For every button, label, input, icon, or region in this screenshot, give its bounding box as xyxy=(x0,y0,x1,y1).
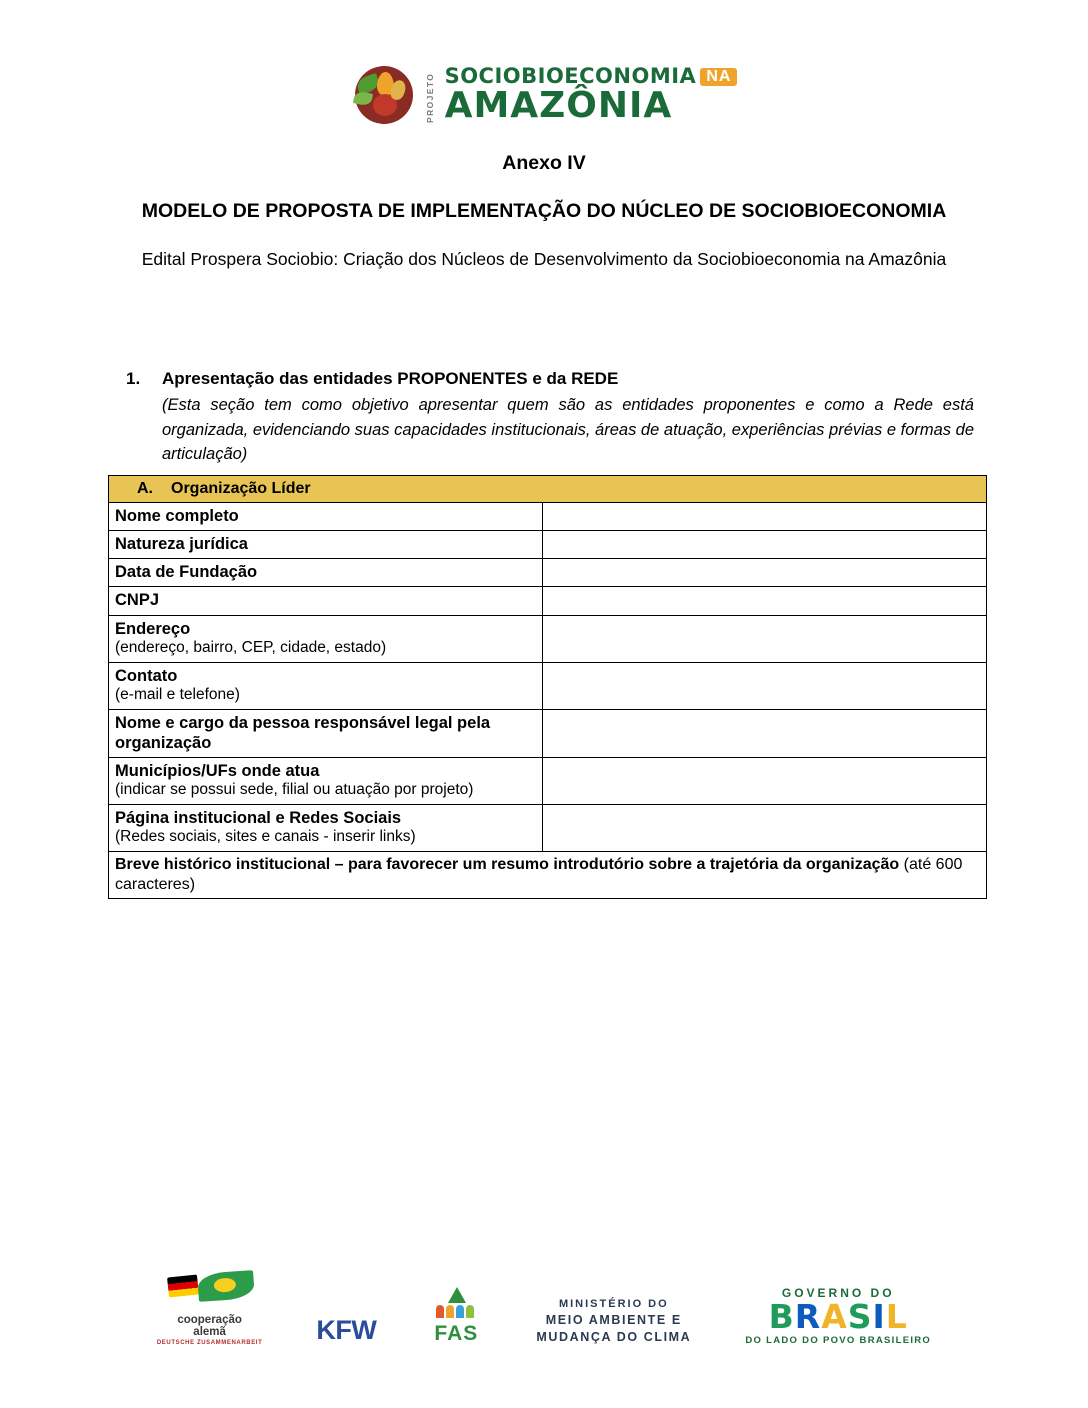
cooperacao-line1: cooperação xyxy=(177,1314,242,1326)
section-proponentes xyxy=(100,369,988,466)
label-text: Contato xyxy=(115,666,178,685)
table-row xyxy=(109,757,987,804)
table-row-historico xyxy=(109,851,987,898)
table-header-letter: A. xyxy=(137,479,153,497)
label-text: Municípios/UFs onde atua xyxy=(115,761,320,780)
logo-projeto-label: PROJETO xyxy=(424,72,435,123)
brasil-wordmark: BRASIL xyxy=(768,1297,908,1336)
field-value-cnpj[interactable] xyxy=(543,587,987,615)
label-hint: (Redes sociais, sites e canais - inserir links) xyxy=(115,828,416,846)
label-text: CNPJ xyxy=(115,591,160,610)
field-value-nome-completo[interactable] xyxy=(543,503,987,531)
label-text: Endereço xyxy=(115,619,191,638)
field-value-data-fundacao[interactable] xyxy=(543,559,987,587)
table-row xyxy=(109,559,987,587)
field-label-historico-institucional[interactable] xyxy=(109,851,987,898)
project-logo xyxy=(100,64,988,126)
organizacao-lider-table xyxy=(108,475,987,899)
fas-tree-icon xyxy=(430,1287,482,1321)
governo-top-label: GOVERNO DO xyxy=(781,1286,895,1300)
section-heading-label: Apresentação das entidades PROPONENTES e da REDE xyxy=(162,369,619,389)
label-text: Nome e cargo da pessoa responsável legal pela organização xyxy=(115,713,491,752)
table-row xyxy=(109,804,987,851)
section-number: 1. xyxy=(126,369,141,389)
field-value-responsavel-legal[interactable] xyxy=(543,709,987,757)
table-row xyxy=(109,531,987,559)
governo-bottom-label: DO LADO DO POVO BRASILEIRO xyxy=(745,1335,932,1346)
field-label-responsavel-legal xyxy=(109,709,543,757)
label-text: Breve histórico institucional – para favorecer um resumo introdutório sobre a trajetória da organização xyxy=(115,855,900,873)
label-hint: (endereço, bairro, CEP, cidade, estado) xyxy=(115,638,387,656)
german-brazil-flag-icon xyxy=(164,1270,256,1312)
field-value-pagina-institucional[interactable] xyxy=(543,804,987,851)
page-title: MODELO DE PROPOSTA DE IMPLEMENTAÇÃO DO NÚCLEO DE SOCIOBIOECONOMIA xyxy=(141,200,947,222)
label-text: Data de Fundação xyxy=(115,563,258,582)
table-row xyxy=(109,615,987,662)
table-row xyxy=(109,709,987,757)
label-text: Natureza jurídica xyxy=(115,535,248,554)
table-header-cell xyxy=(109,475,987,503)
label-hint: (indicar se possui sede, filial ou atuação por projeto) xyxy=(115,781,474,799)
annex-label: Anexo IV xyxy=(502,152,586,174)
logo-amazonia-label: AMAZÔNIA xyxy=(444,85,673,127)
label-text: Página institucional e Redes Sociais xyxy=(115,808,402,827)
ministerio-line2: MEIO AMBIENTE E xyxy=(545,1313,682,1328)
kfw-label: KFW xyxy=(316,1315,377,1345)
cooperacao-line2: alemã xyxy=(193,1326,226,1338)
field-label-contato xyxy=(109,662,543,709)
field-label-pagina-institucional xyxy=(109,804,543,851)
section-note: (Esta seção tem como objetivo apresentar quem são as entidades proponentes e como a Rede está organizada, evidenciando suas capacidades institucionais, áreas de atuação, experiências prévias e formas de articulação) xyxy=(162,396,974,464)
cooperacao-line3: DEUTSCHE ZUSAMMENARBEIT xyxy=(156,1340,263,1346)
governo-federal-logo xyxy=(745,1286,931,1346)
ministerio-logo xyxy=(536,1297,691,1346)
label-text: Nome completo xyxy=(115,507,239,526)
field-value-endereco[interactable] xyxy=(543,615,987,662)
ministerio-line1: MINISTÉRIO DO xyxy=(558,1298,669,1311)
table-row xyxy=(109,503,987,531)
field-value-municipios-ufs[interactable] xyxy=(543,757,987,804)
logo-na-badge: NA xyxy=(700,68,737,86)
field-label-natureza-juridica xyxy=(109,531,543,559)
label-hint: (até 600 caracteres) xyxy=(115,855,963,893)
field-value-natureza-juridica[interactable] xyxy=(543,531,987,559)
field-value-contato[interactable] xyxy=(543,662,987,709)
amazonia-logo-icon xyxy=(351,64,417,126)
ministerio-line3: MUDANÇA DO CLIMA xyxy=(536,1330,692,1345)
page-subtitle: Edital Prospera Sociobio: Criação dos Núcleos de Desenvolvimento da Sociobioeconomia na Amazônia xyxy=(141,249,947,270)
table-row xyxy=(109,587,987,615)
field-label-cnpj xyxy=(109,587,543,615)
field-label-municipios-ufs xyxy=(109,757,543,804)
kfw-logo xyxy=(316,1315,376,1346)
fas-label: FAS xyxy=(434,1322,479,1345)
field-label-data-fundacao xyxy=(109,559,543,587)
table-row xyxy=(109,662,987,709)
cooperacao-alema-logo xyxy=(157,1270,262,1346)
footer-logos xyxy=(0,1270,1088,1346)
field-label-nome-completo xyxy=(109,503,543,531)
label-hint: (e-mail e telefone) xyxy=(115,685,240,703)
table-header-row xyxy=(109,475,987,503)
field-label-endereco xyxy=(109,615,543,662)
logo-sociobioeconomia-label: SOCIOBIOECONOMIA xyxy=(444,64,697,89)
fas-logo xyxy=(430,1287,482,1346)
table-header-label: Organização Líder xyxy=(171,479,311,497)
section-heading xyxy=(126,369,988,389)
